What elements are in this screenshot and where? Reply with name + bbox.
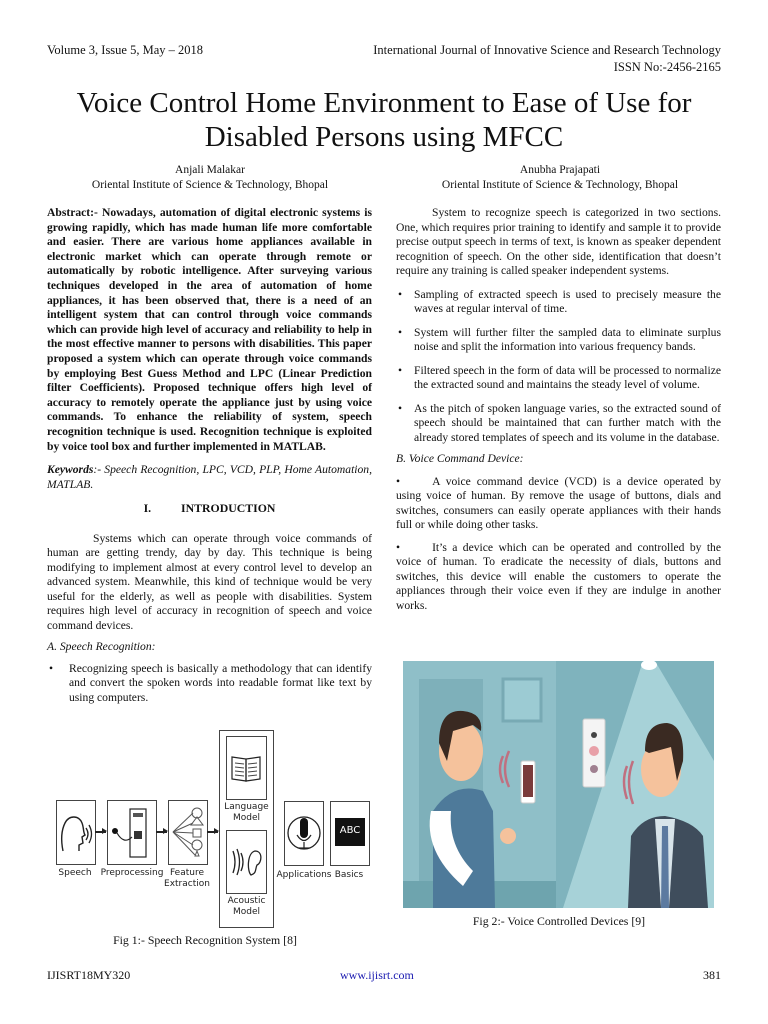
microphone-icon [285,802,323,865]
arrow-icon [207,831,218,833]
section-title: INTRODUCTION [181,501,276,516]
bullet-text: It’s a device which can be operated and controlled by the voice of human. To eradicate the necessity of dials, buttons and switches, this device will enable the customers to operate the appliances through their voice even if they are indulge in another works. [396,540,721,612]
issn: ISSN No:-2456-2165 [613,60,721,74]
arrow-icon [95,831,106,833]
author-affiliation: Oriental Institute of Science & Technology, Bhopal [91,179,329,191]
title-line-2: Disabled Persons using MFCC [204,121,564,153]
page-number: 381 [703,968,721,982]
feature-shapes-icon [169,801,207,864]
bullet-item [47,662,372,706]
author-name: Anubha Prajapati [519,164,601,176]
volume-info: Volume 3, Issue 5, May – 2018 [47,43,204,57]
intro-paragraph: Systems which can operate through voice commands of human are getting trendy, day by day. This technique is being modifying to implement almost at every control level to develop an advanced system. Meanwhile, this kind of technique would be very useful for the elderly, as well as people with disabilities. System requires high level of accuracy in recognition of speech and voice command devices. [47,531,372,632]
bullet-item [396,364,721,393]
speaking-head-icon [57,801,95,864]
applications-block [284,801,324,866]
section-heading-introduction [47,501,372,516]
section-number: I. [143,501,152,516]
basics-label: Basics [334,870,364,880]
language-model-block [226,736,267,800]
paper-title [0,86,768,154]
keywords-label: Keywords [47,463,94,477]
ear-sound-icon [227,831,266,893]
journal-name: International Journal of Innovative Science and Research Technology [373,43,721,57]
bullet-item [396,402,721,446]
voice-control-illustration [403,661,714,908]
preprocessing-label: Preprocessing [100,868,164,878]
left-column [47,206,372,705]
model-container [219,730,274,928]
abstract-text: Nowadays, automation of digital electronic systems is growing rapidly, which has made human life more comfortable and easier. There are various home appliances available in electronic market which can operate through remote or automatically by robotic intelligence. After surveying various techniques developed in the area of automation of home appliances, it has been observed that, there is a need of an intelligent system that can control through voice commands which can provide high level of accuracy and reliability to help in the most effective manner to persons with disabilities. This paper proposed a system which can operate through voice commands by employing Best Guess Method and LPC (Linear Prediction filter Coefficients). Proposed technique offers high level of accuracy to remotely operate the appliance just by using voice commands. To enhance the reliability of system, speech recognition technique is used. Recognition technique is exploited by voice tool box and further implemented in MATLAB. [47,206,372,453]
keywords-text: :- Speech Recognition, LPC, VCD, PLP, Home Automation, MATLAB. [47,463,372,491]
author-name: Anjali Malakar [175,164,245,176]
bullet-icon: • [398,325,403,339]
bullet-text: A voice command device (VCD) is a device operated by using voice of human. By remove the usage of buttons, dials and switches, consumers can easily operate appliances with their hands full or while doing other tasks. [396,474,721,531]
feature-extraction-label: Feature Extraction [164,868,210,889]
bullet-icon: • [396,540,401,554]
figure-1-caption: Fig 1:- Speech Recognition System [8] [113,933,297,947]
bullet-text: Recognizing speech is basically a methodology that can identify and convert the spoken words into readable format like text by using computers. [69,661,372,704]
journal-website-link[interactable]: www.ijisrt.com [340,968,414,982]
bullet-item [396,288,721,317]
vcd-bullet-1 [396,475,721,533]
figure-2-caption: Fig 2:- Voice Controlled Devices [9] [472,914,646,928]
subsection-heading-voice-command-device: B. Voice Command Device: [396,452,524,465]
basics-block [330,801,370,866]
feature-extraction-block [168,800,208,865]
acoustic-model-block [226,830,267,894]
bullet-text: As the pitch of spoken language varies, so the extracted sound of speech should be maintained that can further match with the already stored templates of speech and its volume in the database. [414,401,721,444]
bullet-text: Sampling of extracted speech is used to precisely measure the waves at regular interval of time. [414,287,721,315]
bullet-icon: • [398,401,403,415]
abstract [47,206,372,454]
arrow-icon [156,831,167,833]
right-column [396,206,721,613]
book-icon [227,737,266,799]
language-model-label: Language Model [224,802,269,823]
speech-categories-paragraph: System to recognize speech is categorized in two sections. One, which requires prior training to identify and sample it to provide precise output speech in terms of text, is known as speaker dependent recognition of speech. On the other side, identification that doesn’t require any training is called speaker independent systems. [396,206,721,277]
author-2 [390,163,730,193]
abc-text: ABC [339,825,361,836]
author-affiliation: Oriental Institute of Science & Technology, Bhopal [441,179,679,191]
bullet-item [396,326,721,355]
microphone-chip-icon [108,801,156,864]
subsection-heading-speech-recognition: A. Speech Recognition: [47,640,156,654]
bullet-icon: • [398,363,403,377]
paper-id: IJISRT18MY320 [47,968,131,982]
title-line-1: Voice Control Home Environment to Ease of Use for [76,87,692,119]
keywords [47,463,372,492]
figure-voice-controlled-devices [403,661,714,908]
bullet-text: Filtered speech in the form of data will be processed to normalize the extracted sound and maintains the steady level of volume. [414,363,721,391]
bullet-icon: • [49,661,54,675]
bullet-icon: • [396,474,401,488]
author-1 [40,163,380,193]
bullet-text: System will further filter the sampled data to eliminate surplus noise and split the information into various frequency bands. [414,325,721,353]
speech-block [56,800,96,865]
chalkboard-icon [335,818,365,846]
speech-label: Speech [58,868,92,878]
applications-label: Applications [276,870,332,880]
preprocessing-block [107,800,157,865]
figure-speech-recognition-system [40,730,370,930]
bullet-icon: • [398,287,403,301]
acoustic-model-label: Acoustic Model [227,896,266,917]
abstract-label: Abstract:- [47,206,98,219]
vcd-bullet-2 [396,541,721,614]
